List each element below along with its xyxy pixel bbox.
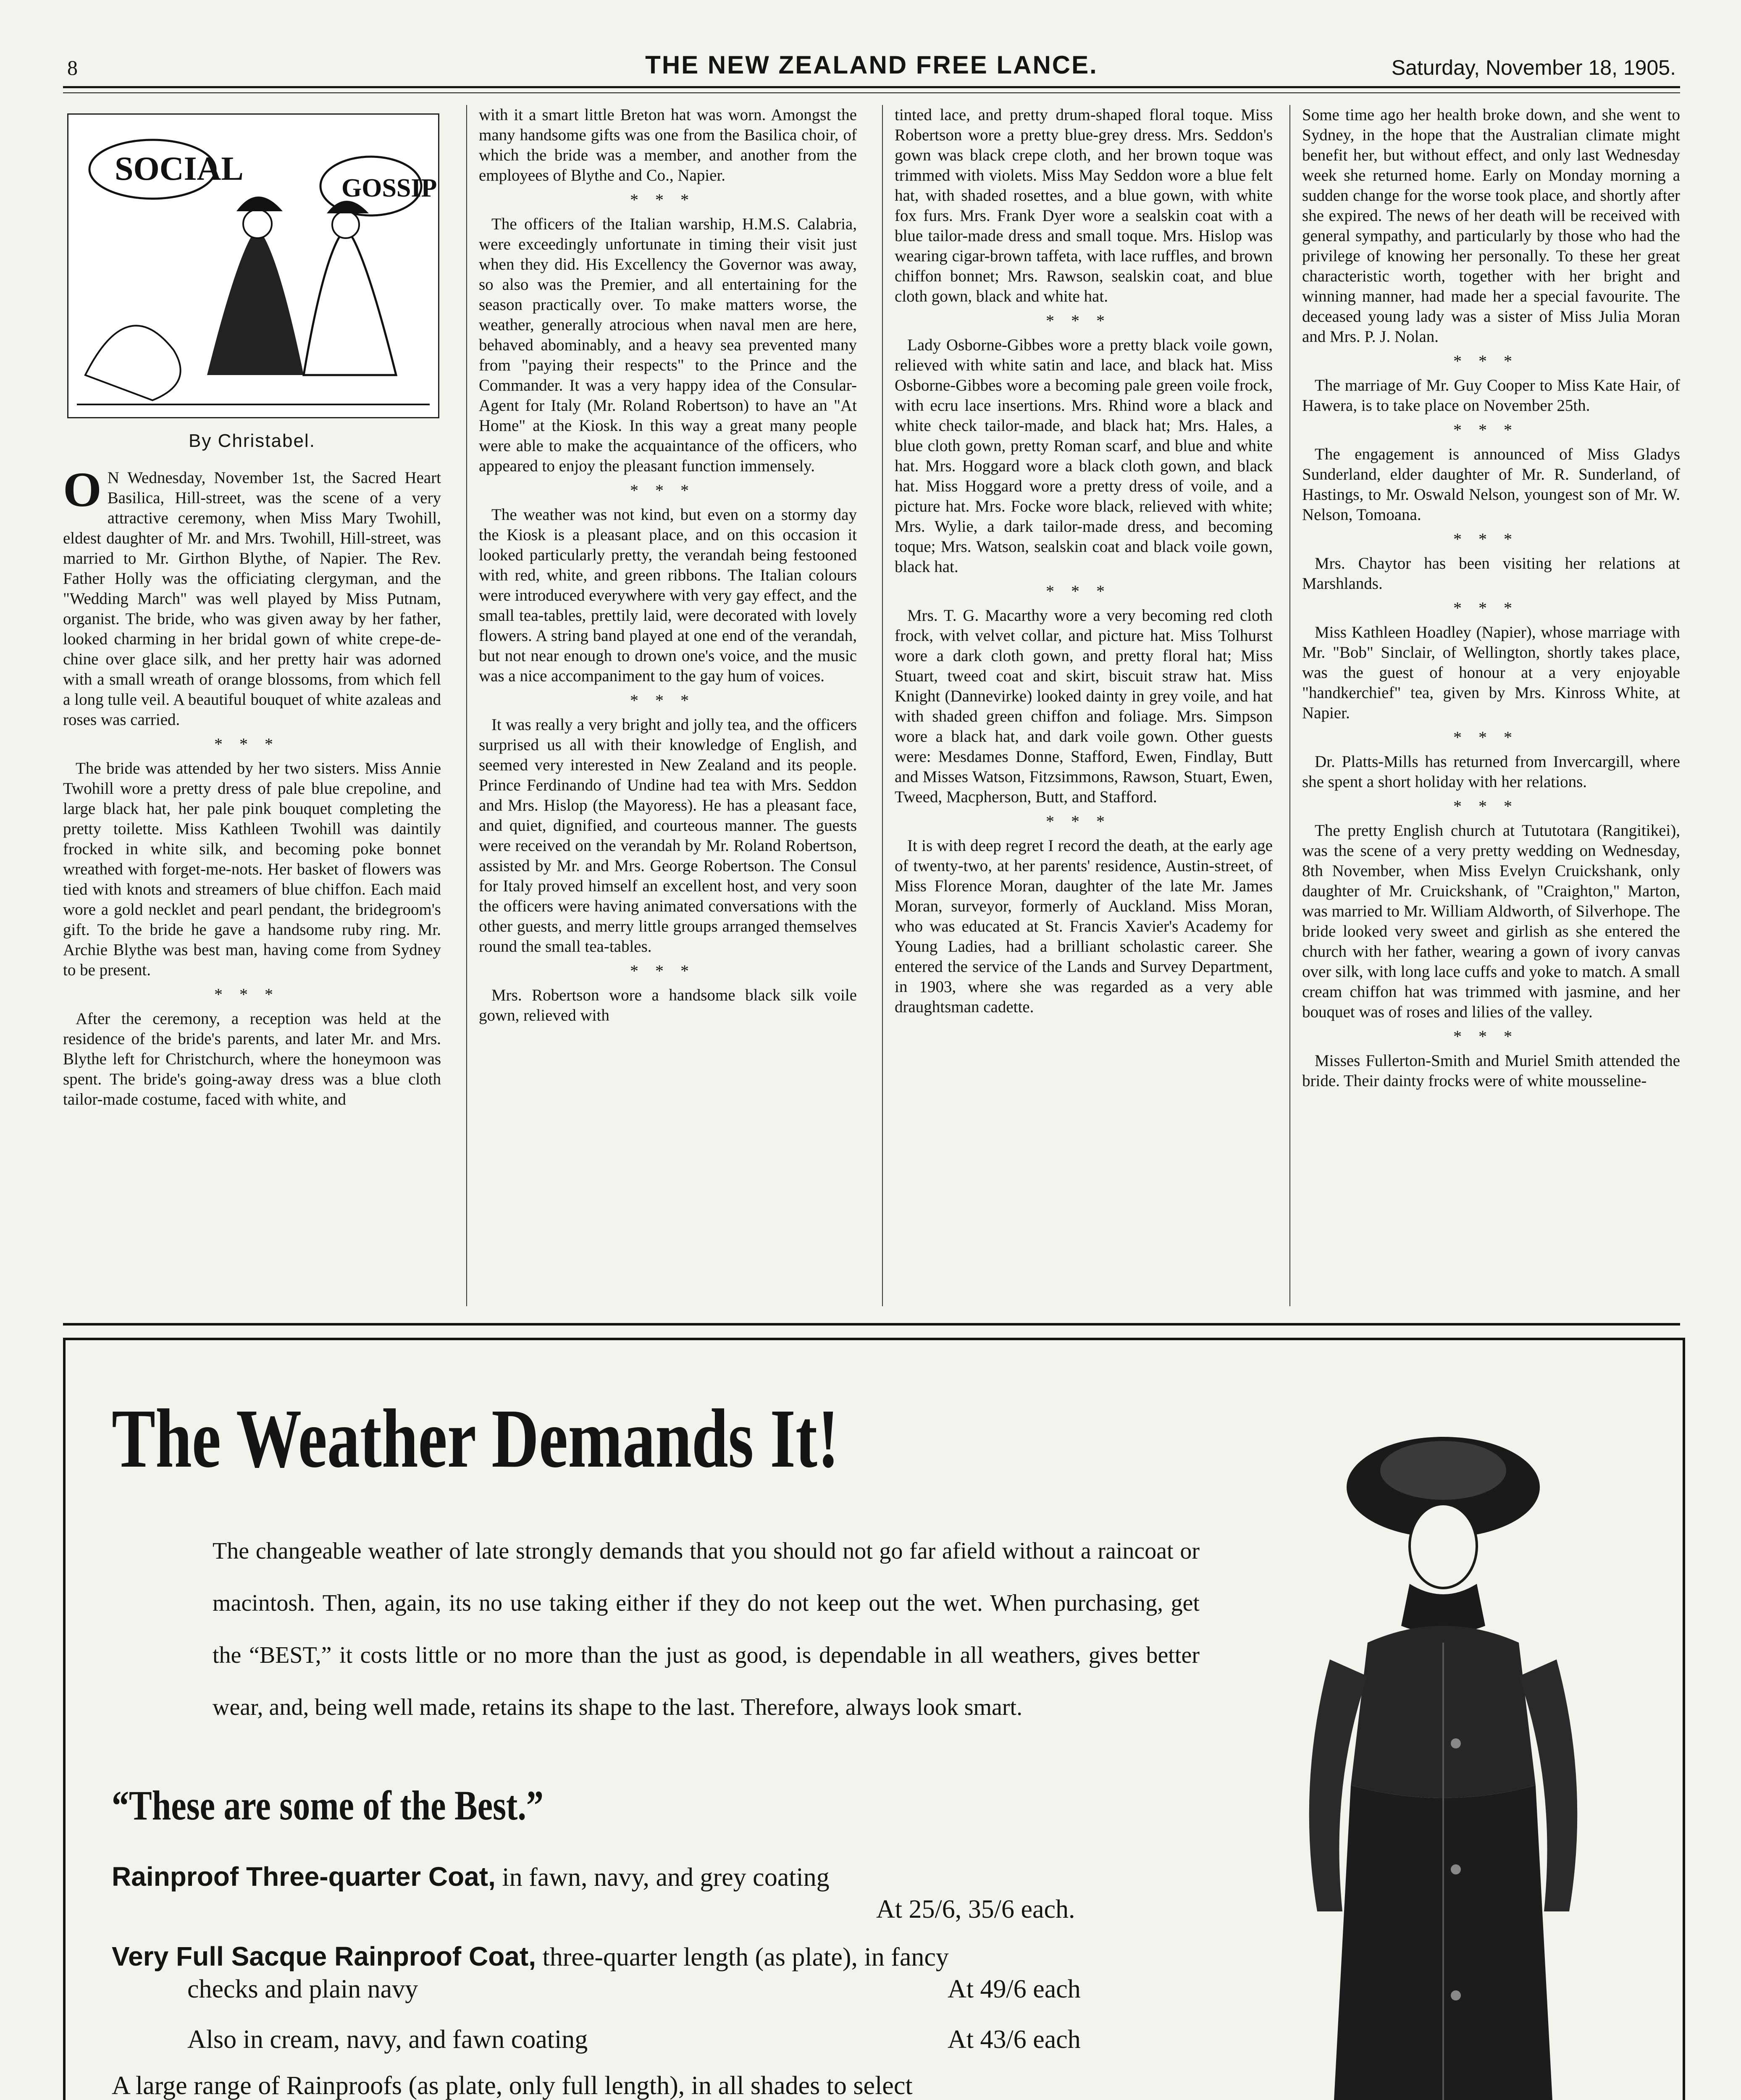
section-divider: *** [1046, 311, 1121, 330]
article-paragraph: Dr. Platts-Mills has returned from Invercargill, where she spent a short holiday with her relations. [1302, 753, 1680, 791]
article-paragraph: with it a smart little Breton hat was worn. Amongst the many handsome gifts was one from the Basilica choir, of which the bride was a member, and another from the employees of Blythe and Co., Napier. [479, 106, 857, 184]
drop-cap: O [63, 462, 102, 517]
section-divider: *** [630, 190, 706, 209]
article-paragraph: Some time ago her health broke down, and she went to Sydney, in the hope that the Australian climate might benefit her, but without effect, and only last Wednesday week she returned home. Early on Monday morning a sudden change for the worse took place, and shortly after she expired. The news of her death will be received with general sympathy, and particularly by those who had the privilege of knowing her personally. To these her great characteristic worth, together with her bright and winning manner, had made her a special favourite. The deceased young lady was a sister of Miss Julia Moran and Mrs. P. J. Nolan. [1302, 106, 1680, 346]
section-divider: *** [630, 481, 706, 500]
advertisement [63, 1338, 1685, 2100]
section-divider: *** [1453, 797, 1529, 816]
article-paragraph: O N Wednesday, November 1st, the Sacred Heart Basilica, Hill-street, was the scene of a very attractive ceremony, when Miss Mary Twohill, eldest daughter of Mr. and Mrs. Twohill, Hill-street, was married to Mr. Girthon Blythe, of Napier. The Rev. Father Holly was the officiating clergyman, and the "Wedding March" was well played by Miss Putnam, organist. The bride, who was given away by her father, looked charming in her bridal gown of white crepe-de-chine over glace silk, and her pretty hair was adorned with a small wreath of orange blossoms, from which fell a long tulle veil. A beautiful bouquet of white azaleas and roses was carried. [63, 462, 441, 729]
product-line: Rainproof Three-quarter Coat, in fawn, navy, and grey coating [112, 1861, 830, 1892]
article-paragraph: The marriage of Mr. Guy Cooper to Miss Kate Hair, of Hawera, is to take place on November 25th. [1302, 376, 1680, 415]
byline: By Christabel. [189, 430, 315, 451]
product-line: A large range of Rainproofs (as plate, only full length), in all shades to select [112, 2071, 913, 2100]
product-line: Very Full Sacque Rainproof Coat, three-quarter length (as plate), in fancy [112, 1941, 949, 1971]
product-line: Also in cream, navy, and fawn coating [187, 2025, 588, 2054]
section-divider: *** [214, 735, 290, 753]
social-gossip-cartoon [67, 113, 439, 418]
raincoat-illustration [1191, 1407, 1670, 2100]
section-divider: *** [1453, 1027, 1529, 1046]
article-paragraph: Mrs. Robertson wore a handsome black silk voile gown, relieved with [479, 986, 857, 1024]
section-divider: *** [630, 961, 706, 980]
ad-title: The Weather Demands It! [112, 1392, 839, 1485]
issue-date: Saturday, November 18, 1905. [1391, 56, 1676, 79]
article-paragraph: Miss Kathleen Hoadley (Napier), whose marriage with Mr. "Bob" Sinclair, of Wellington, shortly takes place, was the guest of honour at a very enjoyable "handkerchief" tea, given by Mrs. Kinross White, at Napier. [1302, 623, 1680, 722]
column-rule [466, 105, 467, 1306]
section-divider: *** [1453, 728, 1529, 747]
article-paragraph: The officers of the Italian warship, H.M.S. Calabria, were exceedingly unfortunate in timing their visit just when they did. His Excellency the Governor was away, so also was the Premier, and all entertaining for the season practically over. To make matters worse, the weather, generally atrocious when naval men are here, behaved abominably, and a heavy sea prevented many from "paying their respects" to the Prince and the Commander. It was a very happy idea of the Consular-Agent for Italy (Mr. Roland Robertson) to have an "At Home" at the Kiosk. In this way a great many people were able to make the acquaintance of the officers, who appeared to enjoy the pleasant function immensely. [479, 215, 857, 475]
section-divider: *** [630, 691, 706, 710]
section-divider: *** [214, 985, 290, 1004]
column-rule [1289, 105, 1290, 1306]
page-number: 8 [67, 56, 78, 79]
section-divider: *** [1453, 598, 1529, 617]
product-line-continued: checks and plain navy [187, 1975, 418, 2003]
section-divider: *** [1046, 582, 1121, 601]
column-4 [1302, 105, 1680, 1094]
section-divider: *** [1046, 812, 1121, 831]
ad-subheading: “These are some of the Best.” [112, 1782, 544, 1829]
article-paragraph: The engagement is announced of Miss Gladys Sunderland, elder daughter of Mr. R. Sunderland, of Hastings, to Mr. Oswald Nelson, youngest son of Mr. W. Nelson, Tomoana. [1302, 445, 1680, 524]
page-header [63, 46, 1680, 88]
article-paragraph: It was really a very bright and jolly tea, and the officers surprised us all with their knowledge of English, and seemed very interested in New Zealand and its people. Prince Ferdinando of Undine had tea with Mrs. Seddon and Mrs. Hislop (the Mayoress). He has a pleasant face, and quiet, dignified, and courteous manner. The guests were received on the verandah by Mr. Roland Robertson, assisted by Mr. and Mrs. George Robertson. The Consul for Italy proved himself an excellent host, and very soon the officers were having animated conversations with the other guests, and merry little groups arranged themselves round the small tea-tables. [479, 716, 857, 956]
svg-text:GOSSIP: GOSSIP [341, 174, 437, 202]
product-price: At 25/6, 35/6 each. [876, 1895, 1075, 1924]
article-paragraph: tinted lace, and pretty drum-shaped floral toque. Miss Robertson wore a pretty blue-grey dress. Mrs. Seddon's gown was black crepe cloth, and her brown toque was trimmed with violets. Miss May Seddon wore a blue felt hat, with shaded rosettes, and a blue gown, with white fox furs. Mrs. Frank Dyer wore a sealskin coat with a blue tailor-made dress and small toque. Mrs. Hislop was wearing cigar-brown taffeta, with lace ruffles, and brown chiffon bonnet; Mrs. Rawson, sealskin coat, and blue cloth gown, black and white hat. [895, 106, 1273, 305]
column-3 [895, 105, 1273, 1020]
section-divider: *** [1453, 420, 1529, 439]
section-separator [63, 1323, 1680, 1326]
product-price: At 49/6 each [948, 1975, 1081, 2003]
article-paragraph: Misses Fullerton-Smith and Muriel Smith attended the bride. Their dainty frocks were of white mousseline- [1302, 1052, 1680, 1090]
ad-intro: The changeable weather of late strongly demands that you should not go far afield without a raincoat or macintosh. Then, again, its no use taking either if they do not keep out the wet. When purchasing, get the “BEST,” it costs little or no more than the just as good, is dependable in all weathers, gives better wear, and, being well made, retains its shape to the last. Therefore, always look smart. [213, 1538, 1200, 1720]
article-paragraph: Mrs. Chaytor has been visiting her relations at Marshlands. [1302, 554, 1680, 593]
article-paragraph: It is with deep regret I record the death, at the early age of twenty-two, at her parents' residence, Austin-street, of Miss Florence Moran, daughter of the late Mr. James Moran, surveyor, formerly of Auckland. Miss Moran, who was educated at St. Francis Xavier's Academy for Young Ladies, had a brilliant scholastic career. She entered the service of the Lands and Survey Department, in 1903, where she was regarded as a very able draughtsman cadette. [895, 837, 1273, 1016]
header-rule [63, 86, 1680, 93]
article-paragraph: After the ceremony, a reception was held at the residence of the bride's parents, and later Mr. and Mrs. Blythe left for Christchurch, where the honeymoon was spent. The bride's going-away dress was a blue cloth tailor-made costume, faced with white, and [63, 1010, 441, 1108]
article-paragraph: Lady Osborne-Gibbes wore a pretty black voile gown, relieved with white satin and lace, and black hat. Miss Osborne-Gibbes wore a becoming pale green voile frock, with ecru lace insertions. Mrs. Rhind wore a black and white check tailor-made, and black hat; Mrs. Hales, a blue cloth gown, pretty Roman scarf, and blue and white hat. Mrs. Hoggard wore a black cloth gown, and black hat. Miss Hoggard wore a pretty dress of voile, and a picture hat. Mrs. Focke wore black, relieved with white; Mrs. Wylie, a dark tailor-made dress, and becoming toque; Mrs. Watson, sealskin coat and black voile gown, black hat. [895, 336, 1273, 576]
column-rule [882, 105, 883, 1306]
masthead: THE NEW ZEALAND FREE LANCE. [645, 51, 1098, 79]
product-price: At 43/6 each [948, 2025, 1081, 2054]
article-paragraph: Mrs. T. G. Macarthy wore a very becoming red cloth frock, with velvet collar, and picture hat. Miss Tolhurst wore a dark cloth gown, and pretty floral hat; Miss Stuart, tweed coat and skirt, biscuit straw hat. Miss Knight (Dannevirke) looked dainty in grey voile, and hat with shaded green chiffon and foliage. Mrs. Simpson wore a black hat, and dark voile gown. Other guests were: Mesdames Donne, Stafford, Ewen, Findlay, Butt and Misses Watson, Fitzsimmons, Rawson, Stuart, Ewen, Tweed, Macpherson, Butt, and Stafford. [895, 606, 1273, 806]
article-paragraph: The weather was not kind, but even on a stormy day the Kiosk is a pleasant place, and on this occasion it looked particularly pretty, the verandah being festooned with red, white, and green ribbons. The Italian colours were introduced everywhere with very gay effect, and the small tea-tables, prettily laid, were decorated with lovely flowers. A string band played at one end of the verandah, but not near enough to drown one's voice, and the music was a nice accompaniment to the gay hum of voices. [479, 506, 857, 685]
cartoon-illustration [68, 115, 438, 417]
section-divider: *** [1453, 352, 1529, 370]
column-2 [479, 105, 857, 1028]
column-1 [63, 105, 441, 1112]
article-paragraph: The bride was attended by her two sisters. Miss Annie Twohill wore a pretty dress of pale blue crepoline, and large black hat, her pale pink bouquet completing the pretty toilette. Miss Kathleen Twohill was daintily frocked in white silk, and becoming poke bonnet wreathed with forget-me-nots. Her basket of flowers was tied with knots and streamers of blue chiffon. Each maid wore a gold necklet and pearl pendant, the bridegroom's gift. To the bride he gave a handsome ruby ring. Mr. Archie Blythe was best man, having come from Sydney to be present. [63, 759, 441, 979]
section-divider: *** [1453, 530, 1529, 549]
woman-in-raincoat-figure [1191, 1407, 1670, 2100]
article-paragraph: The pretty English church at Tututotara (Rangitikei), was the scene of a very pretty wedding on Wednesday, 8th November, when Miss Evelyn Cruickshank, only daughter of Mr. Cruickshank, of "Craighton," Marton, was married to Mr. William Aldworth, of Silverhope. The bride looked very sweet and girlish as she entered the church with her father, wearing a gown of ivory canvas over silk, with long lace cuffs and yoke to match. A small cream chiffon hat was trimmed with jasmine, and her bouquet was of roses and lilies of the valley. [1302, 822, 1680, 1021]
svg-text:SOCIAL: SOCIAL [115, 150, 244, 187]
